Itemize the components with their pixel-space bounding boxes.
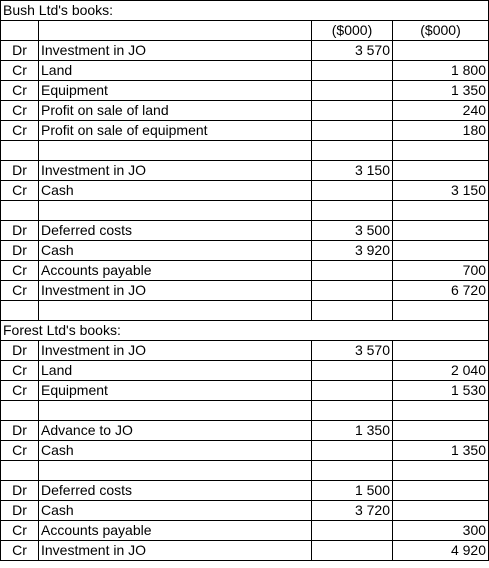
- journal-row: [1, 481, 489, 501]
- account-name: Profit on sale of land: [39, 101, 312, 121]
- journal-row: [1, 261, 489, 281]
- debit-amount: 3 720: [312, 501, 393, 521]
- journal-row: [1, 141, 489, 161]
- dr-cr-indicator: [1, 301, 39, 321]
- credit-amount: [393, 221, 489, 241]
- section-title-row: [1, 321, 489, 341]
- debit-amount: [312, 101, 393, 121]
- debit-amount: [312, 441, 393, 461]
- dr-cr-indicator: Cr: [1, 361, 39, 381]
- dr-cr-indicator: [1, 141, 39, 161]
- credit-amount: [393, 401, 489, 421]
- account-name: Cash: [39, 181, 312, 201]
- account-name: Land: [39, 361, 312, 381]
- credit-amount: 240: [393, 101, 489, 121]
- journal-row: [1, 301, 489, 321]
- credit-amount: 4 920: [393, 541, 489, 561]
- account-name: Investment in JO: [39, 41, 312, 61]
- credit-amount: [393, 241, 489, 261]
- debit-amount: 3 570: [312, 41, 393, 61]
- journal-row: [1, 501, 489, 521]
- debit-amount: [312, 461, 393, 481]
- journal-row: [1, 541, 489, 561]
- debit-amount: 1 350: [312, 421, 393, 441]
- journal-row: [1, 401, 489, 421]
- dr-cr-indicator: Dr: [1, 41, 39, 61]
- account-name: [39, 401, 312, 421]
- credit-amount: 1 350: [393, 81, 489, 101]
- account-name: Accounts payable: [39, 261, 312, 281]
- dr-cr-indicator: Cr: [1, 61, 39, 81]
- dr-cr-indicator: Dr: [1, 341, 39, 361]
- credit-amount: 1 350: [393, 441, 489, 461]
- account-name: Deferred costs: [39, 481, 312, 501]
- journal-row: [1, 361, 489, 381]
- journal-row: [1, 61, 489, 81]
- credit-amount: [393, 461, 489, 481]
- dr-cr-indicator: Dr: [1, 161, 39, 181]
- section-title-row: [1, 1, 489, 21]
- account-name: Deferred costs: [39, 221, 312, 241]
- credit-amount: 1 800: [393, 61, 489, 81]
- dr-cr-indicator: Cr: [1, 81, 39, 101]
- debit-amount: [312, 261, 393, 281]
- debit-amount: [312, 381, 393, 401]
- credit-amount: [393, 201, 489, 221]
- dr-cr-indicator: Dr: [1, 421, 39, 441]
- dr-cr-indicator: Cr: [1, 541, 39, 561]
- debit-amount: 3 920: [312, 241, 393, 261]
- debit-amount: [312, 401, 393, 421]
- account-name: Equipment: [39, 81, 312, 101]
- dr-cr-indicator: [1, 461, 39, 481]
- dr-cr-indicator: [1, 401, 39, 421]
- column-header-row: [1, 21, 489, 41]
- section-title: Bush Ltd's books:: [1, 1, 489, 21]
- credit-amount: [393, 161, 489, 181]
- debit-amount: 3 150: [312, 161, 393, 181]
- journal-row: [1, 281, 489, 301]
- debit-amount: [312, 541, 393, 561]
- journal-row: [1, 521, 489, 541]
- account-name: Investment in JO: [39, 161, 312, 181]
- debit-amount: [312, 61, 393, 81]
- account-name: Cash: [39, 241, 312, 261]
- dr-cr-indicator: Dr: [1, 481, 39, 501]
- debit-amount: [312, 201, 393, 221]
- credit-amount: 3 150: [393, 181, 489, 201]
- debit-amount: [312, 361, 393, 381]
- journal-row: [1, 341, 489, 361]
- account-name: [39, 201, 312, 221]
- debit-amount: [312, 281, 393, 301]
- account-name: [39, 141, 312, 161]
- header-blank-cell: [1, 21, 39, 41]
- credit-amount: [393, 481, 489, 501]
- debit-amount: [312, 181, 393, 201]
- credit-amount: [393, 421, 489, 441]
- account-name: Accounts payable: [39, 521, 312, 541]
- debit-amount: [312, 141, 393, 161]
- header-blank-cell: [39, 21, 312, 41]
- account-name: Investment in JO: [39, 281, 312, 301]
- dr-cr-indicator: Dr: [1, 221, 39, 241]
- credit-amount: [393, 341, 489, 361]
- account-name: Cash: [39, 441, 312, 461]
- debit-amount: [312, 81, 393, 101]
- credit-amount: [393, 141, 489, 161]
- debit-amount: [312, 301, 393, 321]
- journal-row: [1, 241, 489, 261]
- debit-amount: 3 500: [312, 221, 393, 241]
- journal-row: [1, 81, 489, 101]
- journal-row: [1, 121, 489, 141]
- debit-amount: [312, 521, 393, 541]
- dr-cr-indicator: Cr: [1, 381, 39, 401]
- dr-cr-indicator: Cr: [1, 181, 39, 201]
- section-title: Forest Ltd's books:: [1, 321, 489, 341]
- debit-column-header: ($000): [312, 21, 393, 41]
- credit-amount: [393, 41, 489, 61]
- dr-cr-indicator: Cr: [1, 121, 39, 141]
- journal-row: [1, 41, 489, 61]
- journal-row: [1, 181, 489, 201]
- debit-amount: 3 570: [312, 341, 393, 361]
- account-name: Advance to JO: [39, 421, 312, 441]
- account-name: Equipment: [39, 381, 312, 401]
- account-name: [39, 301, 312, 321]
- account-name: Investment in JO: [39, 341, 312, 361]
- journal-row: [1, 421, 489, 441]
- dr-cr-indicator: Cr: [1, 441, 39, 461]
- account-name: Investment in JO: [39, 541, 312, 561]
- credit-amount: 180: [393, 121, 489, 141]
- credit-amount: 700: [393, 261, 489, 281]
- debit-amount: [312, 121, 393, 141]
- credit-amount: 300: [393, 521, 489, 541]
- dr-cr-indicator: [1, 201, 39, 221]
- credit-amount: 2 040: [393, 361, 489, 381]
- credit-amount: [393, 501, 489, 521]
- credit-column-header: ($000): [393, 21, 489, 41]
- dr-cr-indicator: Cr: [1, 281, 39, 301]
- dr-cr-indicator: Cr: [1, 101, 39, 121]
- dr-cr-indicator: Dr: [1, 501, 39, 521]
- account-name: [39, 461, 312, 481]
- credit-amount: [393, 301, 489, 321]
- dr-cr-indicator: Dr: [1, 241, 39, 261]
- credit-amount: 6 720: [393, 281, 489, 301]
- credit-amount: 1 530: [393, 381, 489, 401]
- account-name: Land: [39, 61, 312, 81]
- journal-row: [1, 201, 489, 221]
- journal-row: [1, 381, 489, 401]
- journal-row: [1, 101, 489, 121]
- dr-cr-indicator: Cr: [1, 521, 39, 541]
- account-name: Cash: [39, 501, 312, 521]
- debit-amount: 1 500: [312, 481, 393, 501]
- journal-row: [1, 221, 489, 241]
- journal-row: [1, 441, 489, 461]
- journal-row: [1, 461, 489, 481]
- dr-cr-indicator: Cr: [1, 261, 39, 281]
- account-name: Profit on sale of equipment: [39, 121, 312, 141]
- journal-row: [1, 161, 489, 181]
- journal-table-body: [1, 1, 489, 561]
